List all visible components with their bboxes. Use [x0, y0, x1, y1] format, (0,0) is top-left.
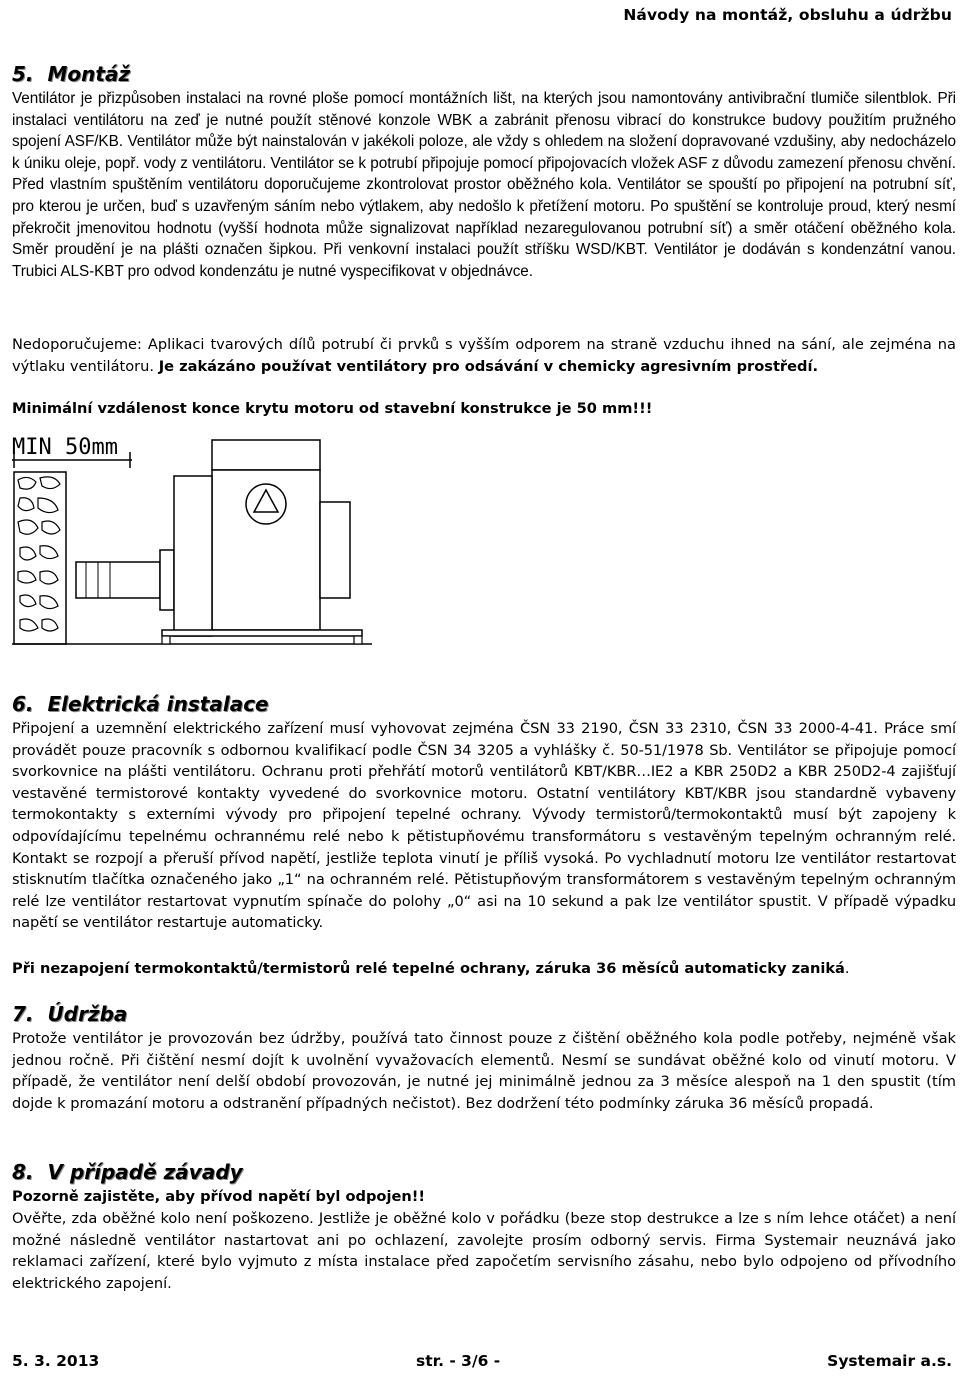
- section-heading: V případě závady: [47, 1160, 243, 1184]
- figure-label-min-distance: MIN 50mm: [12, 435, 118, 460]
- footer-date: 5. 3. 2013: [12, 1352, 100, 1370]
- montaz-warning-chemical: Je zakázáno používat ventilátory pro odsávání v chemicky agresivním prostředí.: [158, 357, 819, 375]
- section-heading: Elektrická instalace: [47, 692, 269, 716]
- section-title-udrzba: [12, 1002, 127, 1026]
- section-heading: Údržba: [47, 1002, 128, 1026]
- zavada-disconnect-warning: Pozorně zajistěte, aby přívod napětí byl odpojen!!: [12, 1188, 426, 1205]
- elektricka-warranty-tail: .: [844, 960, 850, 977]
- montaz-min-distance-warning: Minimální vzdálenost konce krytu motoru od stavební konstrukce je 50 mm!!!: [12, 400, 653, 417]
- section-title-montaz: [12, 62, 130, 86]
- section-number: 8.: [12, 1160, 34, 1184]
- montaz-paragraph-2: [12, 334, 956, 377]
- installation-diagram: [12, 432, 382, 657]
- document-header-title: Návody na montáž, obsluhu a údržbu: [623, 6, 952, 24]
- montaz-paragraph-1: Ventilátor je přizpůsoben instalaci na rovné ploše pomocí montážních lišt, na kterých jsou namontovány antivibrační tlumiče silentblok. Při instalaci ventilátoru na zeď je nutné použít stěnové konzole WBK a zabránit přenosu vibrací do konstrukce budovy použitím pružného spojení ASF/KB. Ventilátor může být nainstalován v jakékoli poloze, ale vždy s ohledem na složení dopravované vzdušiny, aby nedocházelo k úniku oleje, popř. vody z ventilátoru. Ventilátor se k potrubí připojuje pomocí připojovacích vložek ASF z důvodu zamezení přenosu chvění. Před vlastním spuštěním ventilátoru doporučujeme zkontrolovat prostor oběžného kola. Ventilátor se spouští po připojení na potrubní síť, pro kterou je určen, buď s uzavřeným sáním nebo výtlakem, aby nedošlo k přetížení motoru. Po spuštění se kontroluje proud, který nesmí překročit jmenovitou hodnotu (vyšší hodnota může signalizovat například nezaregulovanou potrubní síť) a směr otáčení oběžného kola. Směr proudění je na plášti označen šipkou. Při venkovní instalaci použít stříšku WSD/KBT. Ventilátor je dodáván s kondenzátní vanou. Trubici ALS-KBT pro odvod kondenzátu je nutné vyspecifikovat v objednávce.: [12, 90, 956, 280]
- zavada-paragraph-2: Ověřte, zda oběžné kolo není poškozeno. Jestliže je oběžné kolo v pořádku (beze stop destrukce a lze s ním lehce otáčet) a není možné následně ventilátor nastartovat ani po ochlazení, zavolejte prosím odborný servis. Firma Systemair neuznává jako reklamaci zařízení, které bylo vyjmuto z místa instalace před započetím servisního zásahu, nebo bylo odpojeno od přívodního elektrického zapojení.: [12, 1210, 956, 1292]
- fan-unit-icon: [76, 440, 362, 644]
- footer-page-number: str. - 3/6 -: [416, 1352, 501, 1370]
- section-title-zavada: [12, 1160, 243, 1184]
- section-title-elektricka: [12, 692, 269, 716]
- elektricka-warranty-bold: Při nezapojení termokontaktů/termistorů relé tepelné ochrany, záruka 36 měsíců automaticky zaniká: [12, 960, 845, 977]
- footer-company: Systemair a.s.: [827, 1352, 952, 1370]
- section-heading: Montáž: [47, 62, 131, 86]
- elektricka-paragraph-1: Připojení a uzemnění elektrického zařízení musí vyhovovat zejména ČSN 33 2190, ČSN 33 2310, ČSN 33 2000-4-41. Práce smí provádět pouze pracovník s odbornou kvalifikací podle ČSN 34 3205 a vyhlášky č. 50-51/1978 Sb. Ventilátor se připojuje pomocí svorkovnice na plášti ventilátoru. Ochranu proti přehřátí motorů ventilátorů KBT/KBR…IE2 a KBR 250D2 a KBR 250D2-4 zajišťují vestavěné termistorové kontakty vyvedené do svorkovnice motoru. Ostatní ventilátory KBT/KBR jsou standardně vybaveny termokontakty s externími vývody pro připojení tepelné ochrany. Vývody termistorů/termokontaktů musí být zapojeny k odpovídajícímu tepelnému ochrannému relé nebo k pětistupňovému transformátoru s vestavěným tepelným ochranným relé. Kontakt se rozpojí a přeruší přívod napětí, jestliže teplota vinutí je příliš vysoká. Po vychladnutí motoru lze ventilátor restartovat stisknutím tlačítka označeného jako „1“ na ochranném relé. Pětistupňovým transformátorem s vestavěným tepelným ochranným relé lze ventilátor restartovat vypnutím spínače do polohy „0“ asi na 10 sekund a pak lze ventilátor spustit. V případě výpadku napětí se ventilátor restartuje automaticky.: [12, 720, 956, 932]
- elektricka-warranty-warning: [12, 958, 956, 980]
- udrzba-paragraph-1: Protože ventilátor je provozován bez údržby, používá tato činnost pouze z čištění oběžného kola podle potřeby, nejméně však jednou ročně. Při čištění nesmí dojít k uvolnění vyvažovacích elementů. Nesmí se sundávat oběžné kolo od vinutí motoru. V případě, že ventilátor není delší období provozován, je nutné jej minimálně jednou za 3 měsíce alespoň na 1 den spustit (tím dojde k promazání motoru a odstranění případných nečistot). Bez dodržení této podmínky záruka 36 měsíců propadá.: [12, 1030, 956, 1112]
- section-number: 6.: [12, 692, 34, 716]
- section-number: 7.: [12, 1002, 34, 1026]
- section-number: 5.: [12, 62, 34, 86]
- wall-icon: [14, 472, 66, 644]
- montaz-not-recommended-text: Nedoporučujeme: Aplikaci tvarových dílů potrubí či prvků s vyšším odporem na straně vzduchu ihned na sání, ale zejména na výtlaku ventilátoru.: [12, 336, 956, 375]
